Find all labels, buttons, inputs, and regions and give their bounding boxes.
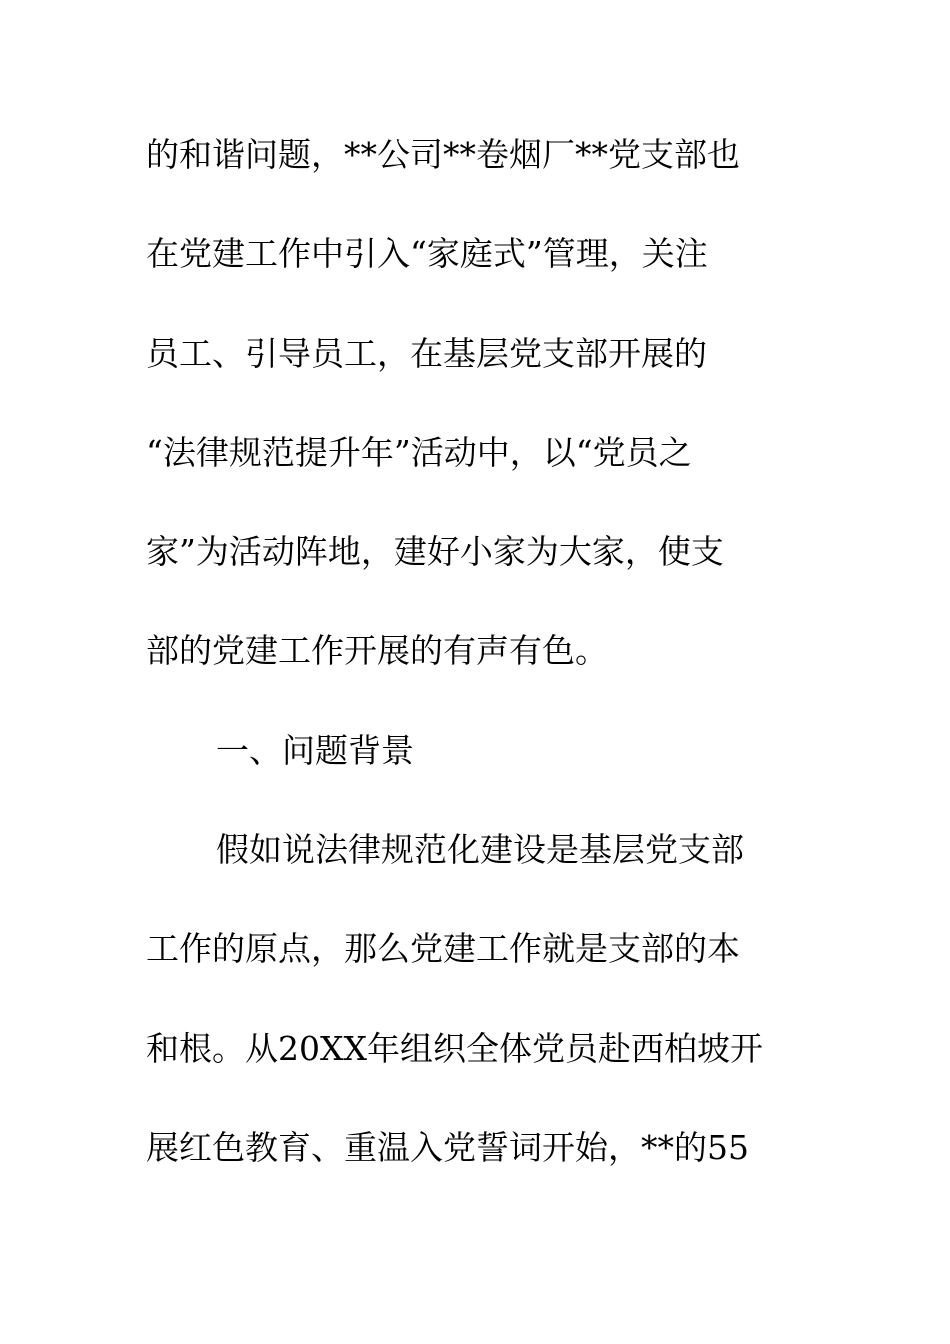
- text-line: 的和谐问题，**公司**卷烟厂**党支部也: [146, 135, 740, 174]
- text-line: 假如说法律规范化建设是基层党支部: [216, 830, 744, 870]
- text-line: “法律规范提升年”活动中，以“党员之: [146, 432, 692, 472]
- text-line: 在党建工作中引入“家庭式”管理，关注: [146, 234, 708, 274]
- text-line: 工作的原点，那么党建工作就是支部的本: [146, 929, 740, 969]
- text-line: 员工、引导员工，在基层党支部开展的: [146, 333, 707, 373]
- text-line: 和根。从20XX年组织全体党员赴西柏坡开: [146, 1028, 763, 1068]
- text-line: 展红色教育、重温入党誓词开始，**的55: [146, 1127, 749, 1167]
- text-line: 家”为活动阵地，建好小家为大家，使支: [146, 532, 724, 572]
- section-heading: 一、问题背景: [216, 730, 414, 770]
- text-line: 部的党建工作开展的有声有色。: [146, 631, 608, 671]
- body-text: [146, 125, 796, 1217]
